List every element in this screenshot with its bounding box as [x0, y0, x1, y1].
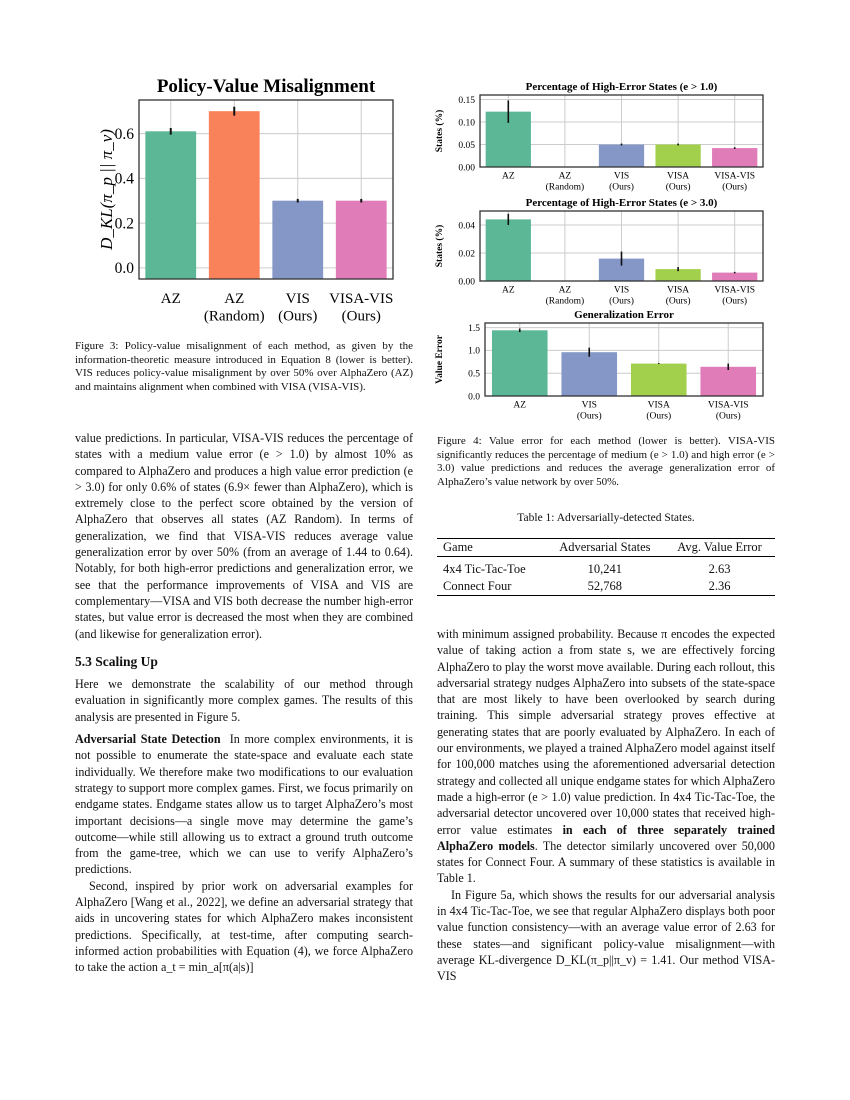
- bar: [712, 273, 757, 281]
- table-header: Avg. Value Error: [677, 540, 762, 554]
- x-tick-label: VISA: [647, 400, 670, 411]
- figure4-caption: Figure 4: Value error for each method (lower is better). VISA-VIS significantly reduces the percentage of medium (e > 1.0) and high error (e > 3.0) value predictions and reduces the average generalization error of AlphaZero’s value network by over 50%.: [437, 435, 775, 488]
- paragraph: [75, 731, 413, 878]
- table-header: Adversarial States: [559, 540, 651, 554]
- table-header: Game: [443, 540, 473, 554]
- x-tick-label: (Ours): [341, 308, 381, 325]
- bar: [599, 145, 644, 168]
- x-tick-label: (Ours): [665, 182, 691, 193]
- section-heading: 5.3 Scaling Up: [75, 653, 158, 669]
- figure4-chart-high-error-1: [430, 75, 775, 195]
- x-tick-label: AZ: [558, 171, 572, 182]
- bar: [209, 111, 260, 279]
- table-caption: Table 1: Adversarially-detected States.: [517, 512, 695, 524]
- x-tick-label: VISA: [667, 285, 690, 296]
- x-tick-label: (Ours): [576, 411, 602, 422]
- chart-title: Percentage of High-Error States (e > 3.0): [525, 197, 718, 209]
- paragraph: In Figure 5a, which shows the results for our adversarial analysis in 4x4 Tic-Tac-Toe, we see that regular AlphaZero displays both poor value function consistency—with an average value error of 2.63 for these states—and significant policy-value misalignment—with average KL-divergence D_KL(π_p||π_v) = 1.41. Our method VISA-VIS: [437, 887, 775, 984]
- table-1: [437, 512, 775, 596]
- table-row: [437, 578, 775, 596]
- x-tick-label: (Ours): [722, 182, 748, 193]
- figure4-chart-generalization: [430, 305, 775, 425]
- x-tick-label: VISA: [667, 171, 690, 182]
- x-tick-label: AZ: [501, 285, 515, 296]
- figure4-chart-high-error-3: [430, 190, 775, 310]
- paragraph: Here we demonstrate the scalability of our method through evaluation in significantly more complex games. The results of this analysis are presented in Figure 5.: [75, 677, 413, 724]
- y-axis-label: Value Error: [435, 335, 445, 384]
- x-tick-label: VISA-VIS: [714, 285, 756, 296]
- bar: [655, 145, 700, 168]
- y-tick-label: 0.4: [114, 170, 134, 188]
- bar: [486, 219, 531, 281]
- y-tick-label: 1.5: [468, 323, 480, 334]
- x-tick-label: (Ours): [722, 296, 748, 307]
- x-tick-label: AZ: [501, 171, 515, 182]
- x-tick-label: VIS: [613, 171, 630, 182]
- figure3-caption: Figure 3: Policy-value misalignment of each method, as given by the information-theoretic measure introduced in Equation 8 (lower is better). VIS reduces policy-value misalignment by over 50% over AlphaZero (AZ) and maintains alignment when combined with VISA (VISA-VIS).: [75, 340, 413, 393]
- y-axis-label: States (%): [435, 224, 445, 268]
- table-cell: 2.36: [664, 578, 775, 596]
- paragraph: [437, 626, 775, 887]
- y-tick-label: 0.05: [458, 140, 475, 151]
- x-tick-label: (Ours): [715, 411, 741, 422]
- y-axis-label: States (%): [435, 109, 445, 153]
- x-tick-label: (Random): [545, 296, 585, 307]
- chart-title: Generalization Error: [574, 309, 674, 321]
- bar: [631, 364, 687, 396]
- x-tick-label: (Ours): [646, 411, 672, 422]
- table-row: [437, 557, 775, 579]
- x-tick-label: VIS: [613, 285, 630, 296]
- bar: [700, 367, 756, 396]
- x-tick-label: (Ours): [609, 296, 634, 307]
- table-cell: Connect Four: [437, 578, 546, 596]
- y-tick-label: 1.0: [468, 346, 480, 357]
- chart-title: Policy-Value Misalignment: [156, 76, 376, 97]
- bar: [492, 330, 548, 396]
- x-tick-label: (Ours): [609, 182, 634, 193]
- chart-title: Percentage of High-Error States (e > 1.0): [525, 81, 718, 93]
- paragraph: value predictions. In particular, VISA-VIS reduces the percentage of states with a medium value error (e > 1.0) by almost 10% as compared to AlphaZero and produces a high value error prediction (e > 3.0) for only 0.6% of states (6.9× fewer than AlphaZero), which is extremely close to the perfect score obtained by the version of AlphaZero that observes all states (AZ Random). In terms of generalization, we find that VISA-VIS reduces average value generalization error by over 50% (from an average of 1.44 to 0.64). Notably, for both high-error predictions and generalization error, we see that the performance improvements of VISA and VIS are complementary—VISA and VIS both decrease the number high-error states, but value error is decreased the most when they are combined (and likewise for generalization error).: [75, 431, 413, 641]
- x-tick-label: (Random): [545, 182, 585, 193]
- y-tick-label: 0.0: [468, 392, 480, 403]
- bar: [561, 352, 617, 396]
- y-tick-label: 0.15: [458, 95, 475, 106]
- paragraph-heading: Adversarial State Detection: [75, 732, 221, 747]
- table-cell: 10,241: [587, 562, 623, 576]
- y-tick-label: 0.5: [468, 369, 480, 380]
- y-tick-label: 0.6: [114, 125, 134, 143]
- bar: [712, 148, 757, 167]
- x-tick-label: VISA-VIS: [707, 400, 749, 411]
- y-tick-label: 0.2: [114, 215, 134, 233]
- y-tick-label: 0.00: [458, 277, 475, 288]
- x-tick-label: AZ: [513, 400, 527, 411]
- paragraph-text: with minimum assigned probability. Because π encodes the expected value of taking action a from state s, we are effectively forcing AlphaZero to play the worst move available. During each rollout, this adversarial strategy nudges AlphaZero into subsets of the state-space that are most likely to have been overlooked by search during training. This simple adversarial strategy proves effective at generating states that are poorly evaluated by AlphaZero. In each of our environments, we played a trained AlphaZero model against itself for 100,000 matches using the aforementioned adversarial detection strategy and collected all unique endgame states for which AlphaZero made a high-error (e > 1.0) value prediction. In 4x4 Tic-Tac-Toe, the adversarial detector uncovered over 10,000 states that received high-error value estimates: [437, 627, 775, 837]
- x-tick-label: AZ: [160, 291, 181, 307]
- paragraph-text: . The detector similarly uncovered over 50,000 states for Connect Four. A summary of these statistics is available in Table 1.: [437, 838, 775, 886]
- y-tick-label: 0.00: [458, 163, 475, 174]
- x-tick-label: (Random): [203, 308, 265, 325]
- x-tick-label: VISA-VIS: [714, 171, 756, 182]
- table-cell: 2.63: [708, 562, 731, 576]
- x-tick-label: AZ: [558, 285, 572, 296]
- bold-text: in each of three separately trained AlphaZero models: [437, 822, 775, 853]
- table-cell: 52,768: [546, 578, 665, 596]
- y-tick-label: 0.10: [458, 118, 475, 129]
- bar: [145, 131, 196, 279]
- x-tick-label: AZ: [224, 291, 245, 307]
- y-tick-label: 0.02: [458, 249, 475, 260]
- x-tick-label: (Ours): [278, 308, 318, 325]
- x-tick-label: VIS: [285, 291, 310, 307]
- bar: [336, 201, 387, 279]
- left-column: [75, 430, 413, 976]
- x-tick-label: (Ours): [665, 296, 691, 307]
- y-tick-label: 0.0: [114, 260, 134, 278]
- x-tick-label: VISA-VIS: [329, 291, 394, 307]
- x-tick-label: VIS: [581, 400, 597, 411]
- right-column: [437, 626, 775, 985]
- table-cell: 4x4 Tic-Tac-Toe: [443, 562, 526, 576]
- bar: [272, 201, 323, 279]
- y-tick-label: 0.04: [458, 221, 475, 232]
- paragraph: Second, inspired by prior work on adversarial examples for AlphaZero [Wang et al., 2022], we define an adversarial strategy that aids in uncovering states for which AlphaZero makes inconsistent predictions. Specifically, at test-time, after computing search-informed action probabilities with Equation (4), we force AlphaZero to take the action a_t = min_a[π(a|s)]: [75, 878, 413, 975]
- y-axis-label: D_KL(π_p || π_v): [97, 129, 116, 250]
- figure3-chart: [90, 70, 420, 330]
- paragraph-text: In more complex environments, it is not possible to enumerate the state-space and evaluate each state individually. We therefore make two modifications to our evaluation strategy to support more complex games. First, we focus primarily on endgame states. Endgame states allow us to target AlphaZero’s most important decisions—a single move may determine the game’s outcome—while still allowing us to extract a ground truth outcome from the game-tree, which we can use to verify AlphaZero’s predictions.: [75, 732, 414, 877]
